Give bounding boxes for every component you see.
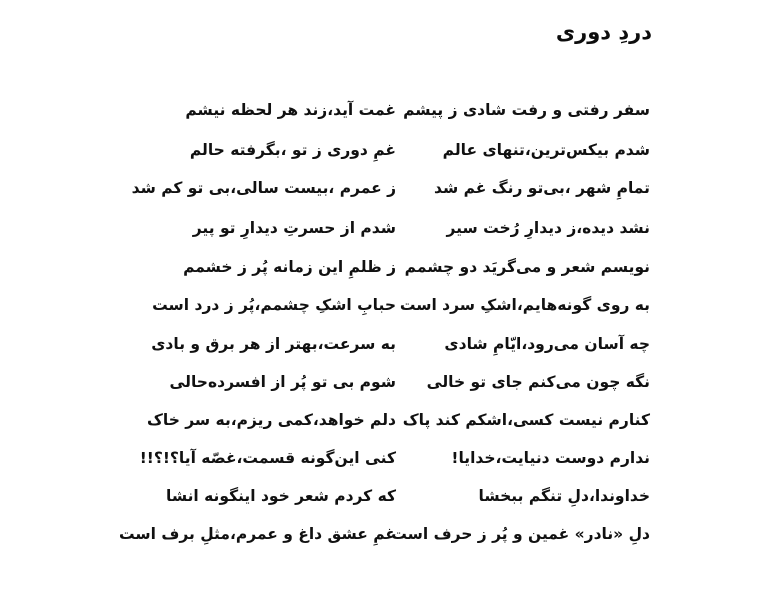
couplet-8 [0, 370, 774, 400]
hemistich-second: دلم خواهد،کمی ریزم،به سر خاک [147, 411, 396, 429]
couplet-11 [0, 484, 774, 514]
couplet-6 [0, 293, 774, 323]
hemistich-second: به سرعت،بهتر از هر برق و بادی [151, 335, 396, 353]
hemistich-first: تمامِ شهر ،بی‌تو رنگ غم شد [434, 179, 650, 197]
couplet-12 [0, 522, 774, 552]
hemistich-first: خداوندا،دلِ تنگم ببخشا [478, 487, 650, 505]
hemistich-second: شوم بی تو پُر از افسرده‌حالی [169, 373, 396, 391]
hemistich-first: سفر رفتی و رفت شادی ز پیشم [403, 101, 650, 119]
couplet-1 [0, 98, 774, 128]
hemistich-second: که کردم شعر خود اینگونه انشا [166, 487, 396, 505]
hemistich-first: نویسم شعر و می‌گریَد دو چشمم [404, 258, 650, 276]
hemistich-second: ز عمرم ،بیست سالی،بی تو کم شد [131, 179, 396, 197]
couplet-5 [0, 255, 774, 285]
hemistich-second: غمِ عشق داغ و عمرم،مثلِ برف است [118, 525, 396, 543]
couplet-10 [0, 446, 774, 476]
couplet-7 [0, 332, 774, 362]
hemistich-first: شدم بیکس‌ترین،تنهای عالم [442, 141, 650, 159]
hemistich-second: شدم از حسرتِ دیدارِ تو پیر [192, 219, 396, 237]
poem-title: دردِ دوری [555, 20, 652, 44]
hemistich-first: ندارم دوست دنیایت،خدایا! [451, 449, 650, 467]
hemistich-second: ز ظلمِ این زمانه پُر ز خشمم [183, 258, 396, 276]
hemistich-second: غمِ دوری ز تو ،بگرفته حالم [189, 141, 396, 159]
hemistich-first: چه آسان می‌رود،ایّامِ شادی [444, 335, 650, 353]
hemistich-second: حبابِ اشکِ چشمم،پُر ز درد است [152, 296, 396, 314]
couplet-3 [0, 176, 774, 206]
couplet-2 [0, 138, 774, 168]
hemistich-first: کنارم نیست کسی،اشکم کند پاک [402, 411, 650, 429]
hemistich-first: نگه چون می‌کنم جای تو خالی [426, 373, 650, 391]
hemistich-second: غمت آید،زند هر لحظه نیشم [185, 101, 396, 119]
couplet-9 [0, 408, 774, 438]
couplet-4 [0, 216, 774, 246]
hemistich-first: به روی گونه‌هایم،اشکِ سرد است [399, 296, 650, 314]
hemistich-first: دلِ «نادر» غمین و پُر ز حرف است [391, 525, 650, 543]
hemistich-first: نشد دیده،ز دیدارِ رُخت سیر [446, 219, 650, 237]
hemistich-second: کنی این‌گونه قسمت،غصّه آیا؟!؟!! [139, 449, 396, 467]
